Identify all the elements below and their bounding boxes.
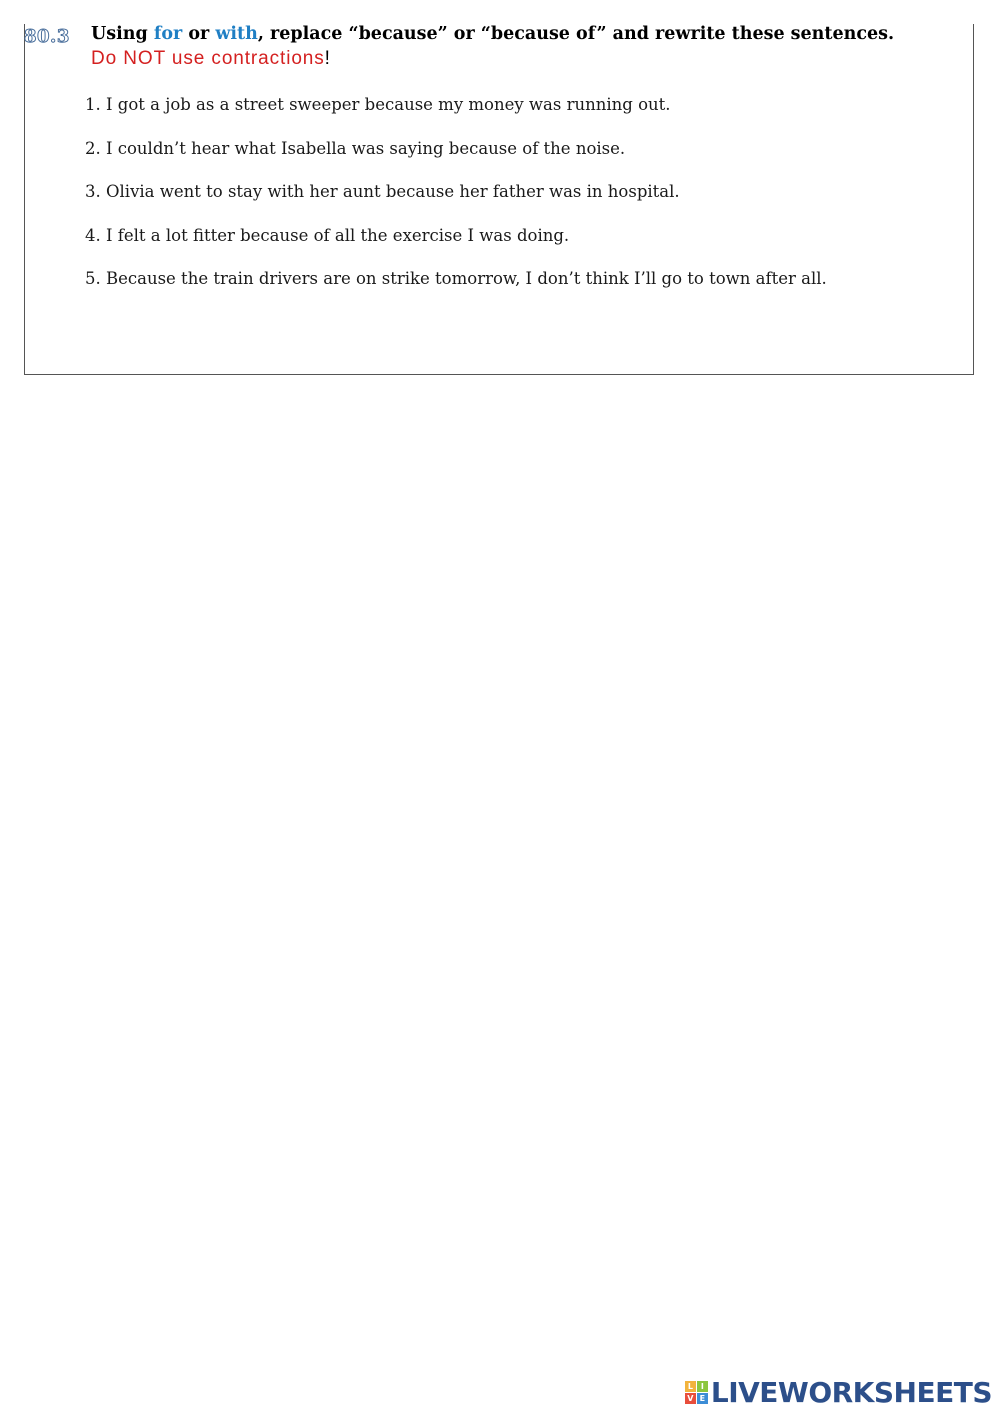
warning-note [91, 48, 331, 70]
exercise-number: 80.3 [24, 26, 70, 47]
sentence-5: 5. Because the train drivers are on strike tomorrow, I don’t think I’ll go to town after all. [85, 269, 827, 288]
sentence-list [85, 93, 827, 311]
instruction [91, 24, 894, 44]
keyword-for: for [153, 24, 183, 44]
sentence-3: 3. Olivia went to stay with her aunt because her father was in hospital. [85, 182, 680, 201]
keyword-with: with [215, 24, 258, 44]
logo-mark-i: I [697, 1381, 708, 1392]
logo-mark-v: V [685, 1393, 696, 1404]
logo-mark-e: E [697, 1393, 708, 1404]
sentence-4: 4. I felt a lot fitter because of all the exercise I was doing. [85, 225, 570, 245]
warning-punct: ! [324, 48, 331, 69]
logo-text: LIVEWORKSHEETS [710, 1376, 992, 1409]
sentence-2: 2. I couldn’t hear what Isabella was saying because of the noise. [85, 138, 626, 158]
logo-mark-l: L [685, 1381, 696, 1392]
liveworksheets-logo[interactable] [685, 1376, 992, 1409]
instruction-part-3: , replace “because” or “because of” and rewrite these sentences. [257, 24, 895, 44]
warning-text: Do NOT use contractions [91, 48, 325, 69]
sentence-1: 1. I got a job as a street sweeper because my money was running out. [85, 95, 671, 114]
logo-mark-icon [685, 1381, 708, 1404]
instruction-part-1: Using [91, 24, 154, 44]
instruction-part-2: or [182, 24, 216, 44]
